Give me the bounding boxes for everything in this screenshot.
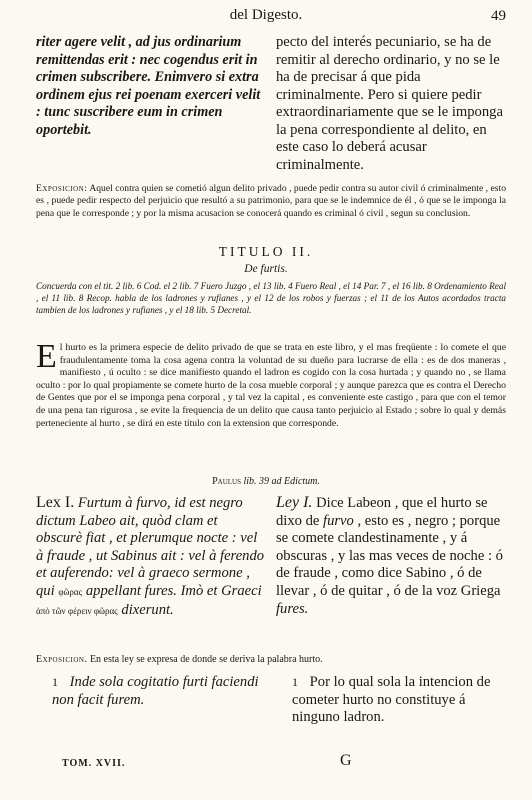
greek-word-2: ἀπὸ τῶν φέρειν φῶρας (36, 605, 118, 616)
section-1-latin-number: 1 (52, 675, 58, 689)
lex-1-text: Furtum à furvo, id est negro dictum Labeo ait, quòd clam et obscurè fiat , et plerumque nocte : vel à fraude , ut Sabinus ait : vel à ferendo et auferendo: vel à graeco sermone , qui (36, 495, 265, 599)
exposicion-2-text: En esta ley se expresa de donde se deriva la palabra hurto. (89, 654, 323, 665)
gathering-mark: G (340, 752, 352, 769)
lex-1-latin (36, 494, 266, 620)
intro-text: l hurto es la primera especie de delito privado de que se trata en este libro, y el mas freqüente : lo comete el que fraudulentamente toma la cosa agena contra la voluntad de su dueño para lucrarse de ella : es de dos maneras , manifiesto , ú oculto : se dice manifiesto quando el ladron es cogido con la cosa hurtada ; y quando no , se llama oculto : por lo qual propiamente se comete hurto de la cosa mueble corporal ; y aunque parezca que es contra el Derecho de Gentes que por el se imponga pena corporal , y tal vez la capital , es conveniente este castigo , para que con el temor de una pena tan rigurosa , se evite la frequencia de un delito que causa tanto perjuicio al Estado ; sobre lo qual y demás perteneciente al hurto , se dirá en este título con la extension que corresponde. (36, 342, 506, 429)
concordance-note: Concuerda con el tit. 2 lib. 6 Cod. el 2 lib. 7 Fuero Juzgo , el 13 lib. 4 Fuero Real , el 14 Par. 7 , el 16 lib. 8 Ordenamiento Real , el 11 lib. 8 Recop. habla de los ladrones y rufianes , y el 12 de los robos y fuerzas ; el 11 de los Autos acordados tracta tambien de los ladrones y rufianes , y el 18 lib. 5 Decretal. (36, 281, 506, 316)
exposicion-2-label: Exposicion. (36, 654, 88, 665)
title-heading: TITULO II. (218, 244, 314, 259)
exposicion-1-label: Exposicion: (36, 183, 88, 194)
paulus-name: Paulus (212, 476, 241, 487)
greek-word-1: φῶρας (58, 586, 83, 597)
ley-1-furvo: furvo (323, 512, 354, 529)
paulus-ref: lib. 39 ad Edictum. (243, 476, 320, 487)
paulus-source (0, 476, 532, 487)
ley-1-text-2: , esto es , negro ; porque se comete clandestinamente , y á obscuras , y las mas veces de noche : ó de fraude , como dice Sabino , ó de llevar , ó de quitar , ó de la voz Griega (276, 512, 503, 599)
exposicion-1 (36, 183, 506, 220)
section-1-spanish-text: Por lo qual sola la intencion de cometer hurto no constituye á ninguno ladron. (292, 674, 491, 726)
title-subtitle: De furtis. (244, 263, 288, 275)
section-1-spanish (292, 674, 508, 727)
exposicion-1-text: Aquel contra quien se cometió algun delito privado , puede pedir contra su autor civil ó criminalmente , esto es , puede pedir respecto del perjuicio que resultó a su patrimonio, para que se le indemnice de él , ó que se le imponga la pena que le corresponde ; y por la misma acusacion se conocerá quando es criminal ó civil , segun su conclusion. (36, 183, 506, 219)
lex-1-text-3: dixerunt. (121, 601, 174, 618)
section-1-latin-text: Inde sola cogitatio furti faciendi non facit furem. (52, 674, 259, 708)
page-number: 49 (491, 8, 506, 24)
running-head: del Digesto. (229, 7, 303, 23)
volume-signature: TOM. XVII. (62, 758, 126, 769)
intro-paragraph (36, 338, 506, 430)
section-1-spanish-number: 1 (292, 675, 298, 689)
top-spanish-text: pecto del interés pecuniario, se ha de remitir al derecho ordinario, y no se le ha de precisar á que pida criminalmente. Pero si quiere pedir extraordinariamente que se le imponga la pena correspondiente al delito, en este caso lo deberá acusar criminalmente. (276, 34, 503, 173)
ley-1-fures: fures. (276, 600, 309, 617)
drop-cap: E (36, 338, 57, 375)
ley-1-spanish (276, 494, 508, 618)
ley-1-text: Dice Labeon , que el hurto se dixo de (276, 495, 488, 529)
ley-1-lead: Ley I. (276, 494, 313, 511)
top-latin-text: riter agere velit , ad jus ordinarium remittendas erit : nec cogendus erit in crimen subscribere. Enimvero si extra ordinem ejus rei poenam exerceri velit : tunc suscribere eum in crimen oportebit. (36, 34, 261, 138)
lex-1-text-2: appellant fures. Imò et Graeci (85, 582, 262, 599)
exposicion-2 (36, 654, 506, 666)
section-1-latin (52, 674, 266, 709)
lex-1-lead: Lex I. (36, 494, 75, 511)
